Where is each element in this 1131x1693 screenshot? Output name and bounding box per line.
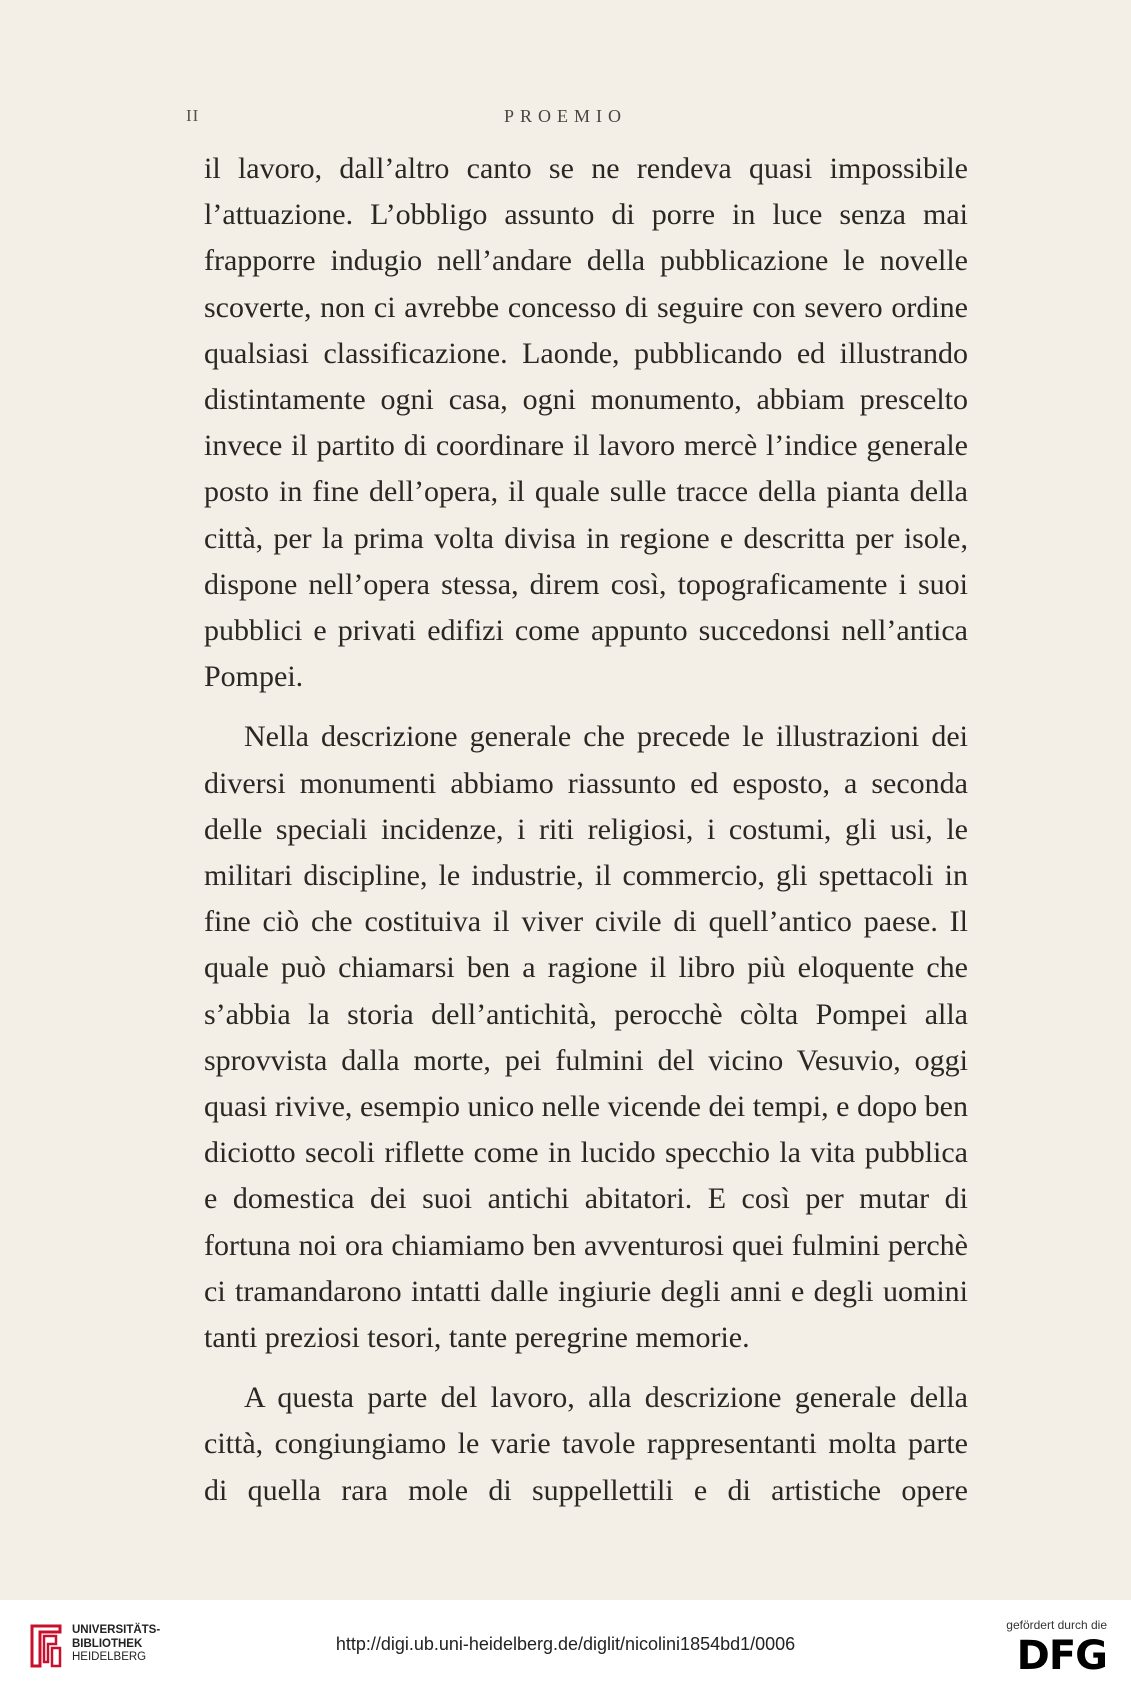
library-name-line-2: BIBLIOTHEK	[72, 1637, 143, 1650]
paragraph-2: Nella descrizione generale che precede le illustrazioni dei diversi monumenti abbiamo riassunto ed esposto, a seconda delle speciali incidenze, i riti religiosi, i costumi, gli usi, le militari discipline, le industrie, il commercio, gli spettacoli in fine ciò che costituiva il viver civile di quell’antico paese. Il quale può chiamarsi ben a ragione il libro più eloquente che s’abbia la storia dell’antichità, perocchè còlta Pompei alla sprovvista dalla morte, pei fulmini del vicino Vesuvio, oggi quasi rivive, esempio unico nelle vicende dei tempi, e dopo ben diciotto secoli riflette come in lucido specchio la vita pubblica e domestica dei suoi antichi abitatori. E così per mutar di fortuna noi ora chiamiamo ben avventurosi quei fulmini perchè ci tramandarono intatti dalle ingiurie degli anni e degli uomini tanti preziosi tesori, tante peregrine memorie.	[204, 720, 968, 1355]
section-title: PROEMIO	[503, 106, 627, 126]
footer-bar	[0, 1600, 1131, 1693]
library-name-line-1: UNIVERSITÄTS-	[72, 1624, 161, 1636]
library-name-line-3: HEIDELBERG	[72, 1651, 147, 1663]
funder-block	[977, 1618, 1107, 1679]
page-number: II	[186, 106, 200, 125]
body-text	[204, 146, 968, 1514]
dfg-logo: DFG	[1016, 1633, 1107, 1679]
running-head	[0, 106, 1131, 130]
funder-text: gefördert durch die	[1006, 1618, 1107, 1632]
paragraph-1: il lavoro, dall’altro canto se ne rendeva quasi impossibile l’attuazione. L’obbligo assunto di porre in luce senza mai frapporre indugio nell’andare della pubblicazione le novelle scoverte, non ci avrebbe concesso di seguire con severo ordine qualsiasi classificazione. Laonde, pubblicando ed illustrando distintamente ogni casa, ogni monumento, abbiam prescelto invece il partito di coordinare il lavoro mercè l’indice generale posto in fine dell’opera, il quale sulle tracce della pianta della città, per la prima volta divisa in regione e descritta per isole, dispone nell’opera stessa, direm così, topograficamente i suoi pubblici e privati edifizi come appunto succedonsi nell’antica Pompei.	[204, 152, 968, 694]
paragraph-3: A questa parte del lavoro, alla descrizione generale della città, congiungiamo le varie tavole rappresentanti molta parte di quella rara mole di suppellettili e di artistiche opere	[204, 1381, 968, 1507]
permalink-url[interactable]: http://digi.ub.uni-heidelberg.de/diglit/nicolini1854bd1/0006	[335, 1634, 796, 1654]
